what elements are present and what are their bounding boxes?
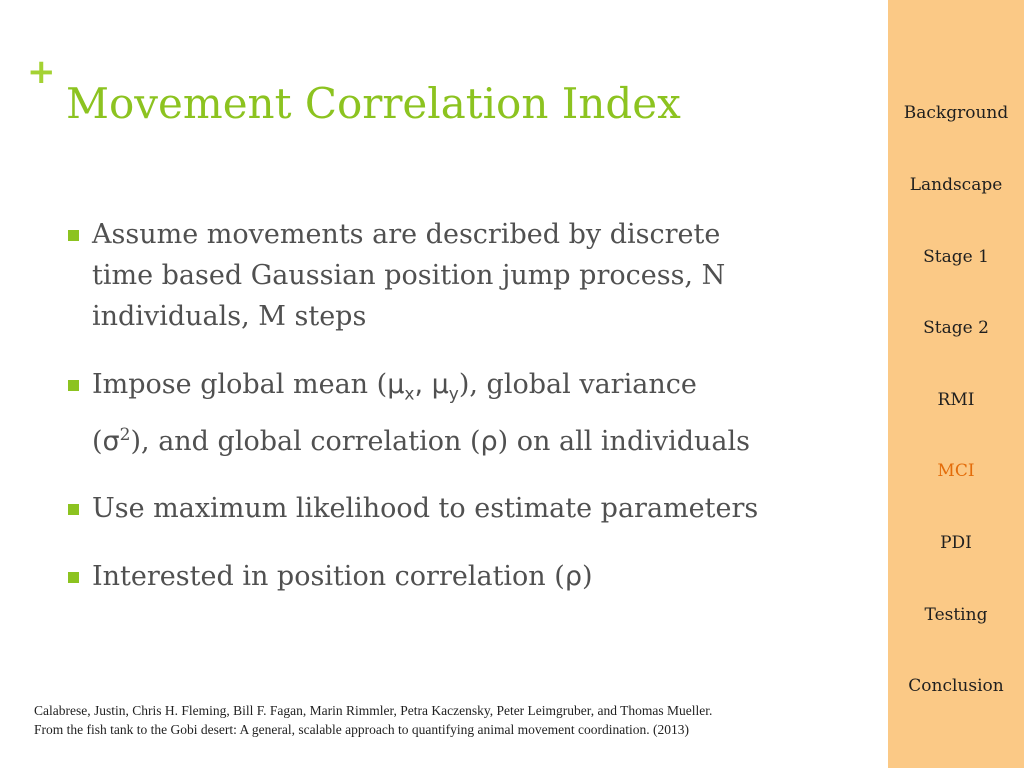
comma: , bbox=[414, 369, 432, 400]
bullet-square-icon bbox=[68, 504, 79, 515]
bullet-item bbox=[68, 556, 868, 597]
bullet-text: ) on all individuals bbox=[497, 426, 751, 458]
citation-line: From the fish tank to the Gobi desert: A general, scalable approach to quantifying animal movement coordination. (2013) bbox=[34, 722, 689, 737]
sigma-symbol: σ bbox=[102, 426, 120, 458]
bullet-text-line: time based Gaussian position jump process, N bbox=[92, 260, 726, 291]
sidebar-item-landscape[interactable]: Landscape bbox=[909, 175, 1003, 195]
mu-symbol: μ bbox=[431, 369, 449, 400]
subscript-y: y bbox=[448, 384, 459, 405]
citation-line: Calabrese, Justin, Chris H. Fleming, Bill F. Fagan, Marin Rimmler, Petra Kaczensky, Peter Leimgruber, and Thomas Mueller. bbox=[34, 703, 713, 718]
bullet-text: Use maximum likelihood to estimate parameters bbox=[92, 493, 759, 525]
bullet-text-line: Assume movements are described by discrete bbox=[92, 219, 721, 250]
sidebar-item-pdi[interactable]: PDI bbox=[940, 533, 972, 553]
sidebar-item-rmi[interactable]: RMI bbox=[937, 390, 975, 410]
mu-symbol: μ bbox=[387, 369, 405, 400]
bullet-item bbox=[68, 214, 868, 337]
sidebar-item-mci[interactable]: MCI bbox=[937, 461, 975, 481]
sidebar-item-background[interactable]: Background bbox=[903, 103, 1009, 123]
sidebar-nav bbox=[888, 0, 1024, 768]
slide-title: Movement Correlation Index bbox=[66, 79, 681, 128]
bullet-square-icon bbox=[68, 572, 79, 583]
bullet-text: Interested in position correlation ( bbox=[92, 561, 565, 593]
citation bbox=[34, 701, 874, 739]
sidebar-item-conclusion[interactable]: Conclusion bbox=[908, 676, 1004, 696]
bullet-square-icon bbox=[68, 230, 79, 241]
bullet-item bbox=[68, 364, 868, 462]
bullet-text: ) bbox=[581, 561, 593, 593]
sidebar-item-stage-1[interactable]: Stage 1 bbox=[923, 247, 989, 267]
sidebar-item-testing[interactable]: Testing bbox=[924, 605, 988, 625]
bullet-text: ), global variance bbox=[458, 369, 697, 400]
bullet-list bbox=[68, 214, 868, 597]
bullet-text: Impose global mean ( bbox=[92, 369, 388, 400]
plus-icon: + bbox=[27, 52, 56, 92]
bullet-text: ), and global correlation ( bbox=[130, 426, 481, 458]
superscript-2: 2 bbox=[119, 425, 131, 446]
bullet-text-line: individuals, M steps bbox=[92, 301, 367, 332]
rho-symbol: ρ bbox=[564, 561, 582, 593]
rho-symbol: ρ bbox=[480, 426, 498, 458]
bullet-item bbox=[68, 488, 868, 529]
bullet-square-icon bbox=[68, 380, 79, 391]
subscript-x: x bbox=[404, 384, 415, 405]
bullet-text: ( bbox=[92, 426, 103, 458]
sidebar-item-stage-2[interactable]: Stage 2 bbox=[923, 318, 989, 338]
